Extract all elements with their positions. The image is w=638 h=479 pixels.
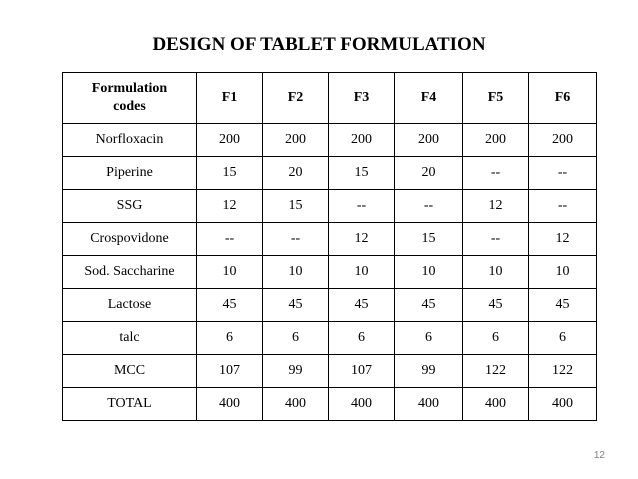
value-cell: 200: [529, 124, 597, 157]
value-cell: --: [263, 223, 329, 256]
value-cell: 400: [263, 388, 329, 421]
value-cell: 400: [395, 388, 463, 421]
value-cell: --: [463, 223, 529, 256]
value-cell: 20: [395, 157, 463, 190]
value-cell: 10: [329, 256, 395, 289]
value-cell: 6: [529, 322, 597, 355]
header-row: [63, 73, 597, 124]
value-cell: 12: [463, 190, 529, 223]
table-header: [63, 73, 597, 124]
value-cell: --: [529, 190, 597, 223]
value-cell: --: [197, 223, 263, 256]
header-f6: F6: [529, 73, 597, 124]
value-cell: 400: [329, 388, 395, 421]
table-row: [63, 190, 597, 223]
value-cell: 200: [329, 124, 395, 157]
value-cell: 200: [395, 124, 463, 157]
value-cell: 400: [197, 388, 263, 421]
table-row: [63, 388, 597, 421]
value-cell: 45: [263, 289, 329, 322]
value-cell: --: [329, 190, 395, 223]
table-row: [63, 223, 597, 256]
value-cell: 45: [463, 289, 529, 322]
header-f5: F5: [463, 73, 529, 124]
value-cell: 200: [463, 124, 529, 157]
ingredient-name-cell: Lactose: [63, 289, 197, 322]
value-cell: --: [529, 157, 597, 190]
table-row: [63, 289, 597, 322]
value-cell: 6: [263, 322, 329, 355]
value-cell: 400: [463, 388, 529, 421]
value-cell: 400: [529, 388, 597, 421]
page-number: 12: [593, 450, 605, 461]
value-cell: 12: [197, 190, 263, 223]
ingredient-name-cell: TOTAL: [63, 388, 197, 421]
table-row: [63, 355, 597, 388]
ingredient-name-cell: MCC: [63, 355, 197, 388]
value-cell: 15: [395, 223, 463, 256]
value-cell: 6: [197, 322, 263, 355]
value-cell: 6: [463, 322, 529, 355]
header-f1: F1: [197, 73, 263, 124]
ingredient-name-cell: Piperine: [63, 157, 197, 190]
value-cell: 122: [529, 355, 597, 388]
value-cell: 45: [329, 289, 395, 322]
value-cell: 10: [463, 256, 529, 289]
table-row: [63, 157, 597, 190]
value-cell: 6: [329, 322, 395, 355]
value-cell: 10: [395, 256, 463, 289]
value-cell: 20: [263, 157, 329, 190]
value-cell: 45: [395, 289, 463, 322]
value-cell: 12: [329, 223, 395, 256]
slide-title: DESIGN OF TABLET FORMULATION: [152, 34, 486, 55]
value-cell: 10: [529, 256, 597, 289]
header-f2: F2: [263, 73, 329, 124]
value-cell: 99: [263, 355, 329, 388]
value-cell: 6: [395, 322, 463, 355]
header-f3: F3: [329, 73, 395, 124]
ingredient-name-cell: Sod. Saccharine: [63, 256, 197, 289]
value-cell: 10: [263, 256, 329, 289]
value-cell: 122: [463, 355, 529, 388]
value-cell: --: [395, 190, 463, 223]
table-body: [63, 124, 597, 421]
ingredient-name-cell: SSG: [63, 190, 197, 223]
value-cell: --: [463, 157, 529, 190]
value-cell: 107: [329, 355, 395, 388]
table-row: [63, 256, 597, 289]
table-row: [63, 322, 597, 355]
value-cell: 45: [197, 289, 263, 322]
ingredient-name-cell: talc: [63, 322, 197, 355]
ingredient-name-cell: Crospovidone: [63, 223, 197, 256]
value-cell: 45: [529, 289, 597, 322]
table-row: [63, 124, 597, 157]
header-formulation-codes: Formulation codes: [63, 73, 197, 124]
value-cell: 12: [529, 223, 597, 256]
ingredient-name-cell: Norfloxacin: [63, 124, 197, 157]
value-cell: 200: [263, 124, 329, 157]
formulation-table: [62, 72, 597, 421]
value-cell: 15: [329, 157, 395, 190]
value-cell: 15: [263, 190, 329, 223]
value-cell: 200: [197, 124, 263, 157]
header-f4: F4: [395, 73, 463, 124]
value-cell: 107: [197, 355, 263, 388]
value-cell: 10: [197, 256, 263, 289]
value-cell: 99: [395, 355, 463, 388]
value-cell: 15: [197, 157, 263, 190]
